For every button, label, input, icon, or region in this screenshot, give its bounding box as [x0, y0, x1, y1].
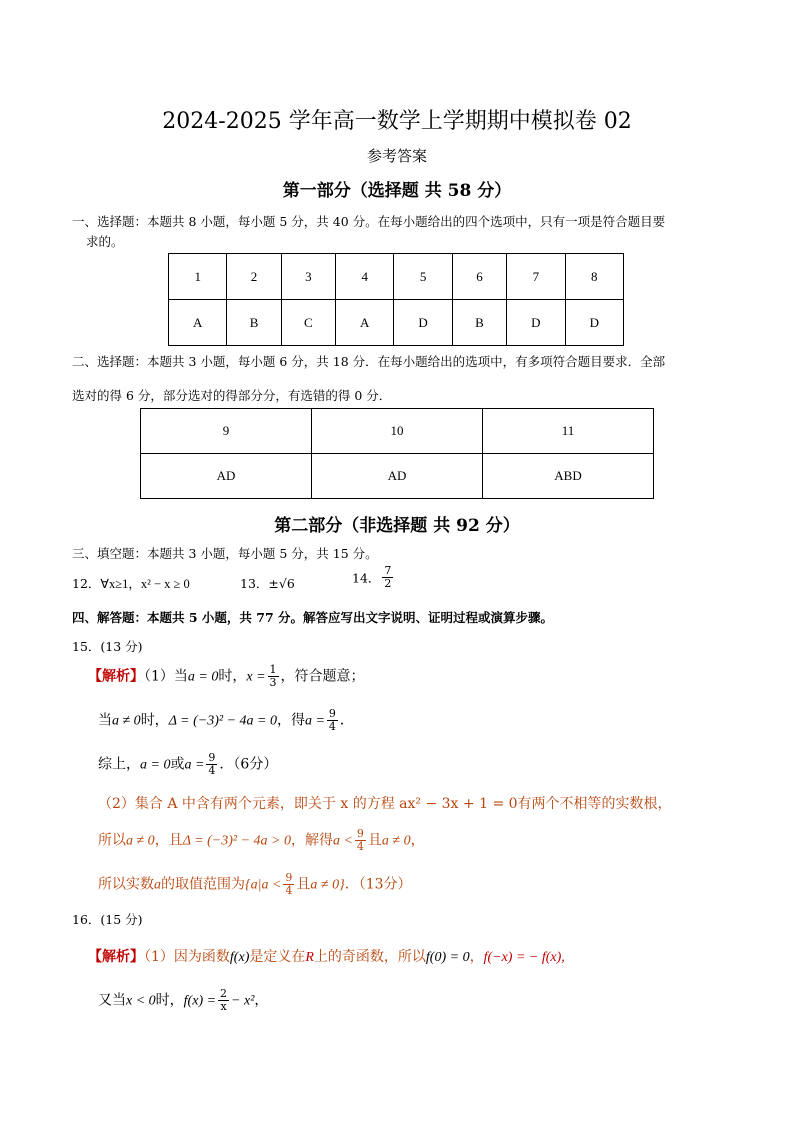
text: 是定义在 [249, 949, 306, 965]
question-number: 13． [240, 576, 269, 591]
fraction [206, 752, 217, 777]
math: {a|a < [245, 877, 282, 893]
table-cell: 9 [141, 409, 312, 454]
denominator: x [220, 1000, 227, 1013]
math: f(−x) = − f(x), [483, 950, 565, 965]
math: a = [304, 713, 325, 729]
table-cell: D [394, 300, 452, 346]
table-cell: C [281, 300, 335, 346]
table-cell: 7 [507, 254, 565, 300]
table-cell: 6 [452, 254, 506, 300]
text: 时， [140, 712, 169, 729]
q15-line-1 [88, 664, 365, 689]
part2-heading: 第二部分（非选择题 共 92 分） [274, 516, 520, 536]
denominator: 4 [356, 840, 364, 853]
math: x = [246, 669, 266, 685]
table-cell: A [336, 300, 394, 346]
math: a ≠ 0} [310, 877, 345, 893]
table-row [141, 409, 654, 454]
answer-text: ±√6 [268, 576, 295, 591]
q16-header: 16．(15 分) [72, 912, 143, 927]
math: a = [184, 757, 205, 773]
numerator: 9 [208, 751, 216, 764]
math: R [305, 950, 314, 965]
answer-12 [72, 574, 190, 592]
table-cell: 1 [169, 254, 227, 300]
table-cell: AD [312, 454, 483, 499]
q16-line-1 [88, 946, 565, 966]
numerator: 1 [269, 663, 277, 676]
text: ，符合题意； [280, 668, 365, 685]
q15-line-6 [98, 872, 412, 897]
question-number: 14． [352, 570, 381, 586]
answer-table-2 [140, 408, 654, 499]
table-cell: A [169, 300, 227, 346]
table-row [169, 254, 624, 300]
math: Δ = (−3)² − 4a = 0 [168, 713, 277, 729]
fraction [327, 708, 338, 733]
math: a < [332, 833, 353, 849]
section1-intro: 一、选择题：本题共 8 小题，每小题 5 分，共 40 分。在每小题给出的四个选项中，只有一项是符合题目要 [72, 214, 666, 229]
table-row [141, 454, 654, 499]
text: ．（13分） [344, 876, 412, 893]
numerator: 9 [285, 871, 293, 884]
section2-intro-cont: 选对的得 6 分，部分选对的得部分分，有选错的得 0 分． [72, 388, 392, 403]
section1-intro-cont: 求的。 [86, 234, 124, 249]
section4-intro: 四、解答题：本题共 5 小题，共 77 分。解答应写出文字说明、证明过程或演算步骤。 [72, 610, 554, 625]
section2-intro: 二、选择题：本题共 3 小题，每小题 6 分，共 18 分．在每小题给出的选项中，有多项符合题目要求．全部 [72, 354, 666, 369]
denominator: 3 [269, 676, 277, 689]
table-cell: 3 [281, 254, 335, 300]
math: a [154, 877, 161, 893]
analysis-marker: 【解析】 [88, 949, 144, 965]
q15-line-4: （2）集合 A 中含有两个元素，即关于 x 的方程 ax² − 3x + 1 = 0有两个不相等的实数根， [98, 796, 672, 812]
math: x < 0 [126, 993, 156, 1009]
table-cell: D [565, 300, 623, 346]
math: a = 0 [140, 757, 171, 773]
text: 当 [98, 712, 112, 729]
page-subtitle: 参考答案 [366, 147, 427, 165]
math: a ≠ 0 [126, 833, 155, 849]
text: 时， [218, 668, 247, 685]
math: Δ = (−3)² − 4a > 0 [182, 833, 291, 849]
answer-text: ∀x≥1，x² − x ≥ 0 [100, 577, 190, 591]
numerator: 9 [356, 827, 364, 840]
answer-table-1 [168, 253, 624, 346]
text: ， [254, 992, 269, 1009]
table-cell: ABD [483, 454, 654, 499]
table-cell: B [227, 300, 281, 346]
table-cell: B [452, 300, 506, 346]
math: f(0) = 0 [425, 950, 470, 965]
text: （1）当 [144, 668, 188, 685]
fraction [268, 664, 279, 689]
numerator: 7 [384, 564, 392, 577]
text: ， [410, 832, 425, 849]
text: 的取值范围为 [161, 876, 245, 893]
q15-line-3 [98, 752, 277, 777]
page-title: 2024-2025 学年高一数学上学期期中模拟卷 02 [162, 109, 632, 134]
fraction [218, 988, 229, 1013]
math: f(x) [229, 950, 250, 965]
text: 综上， [98, 756, 140, 773]
text: ，解得 [290, 832, 333, 849]
denominator: 4 [208, 764, 216, 777]
text: 且 [367, 832, 382, 849]
analysis-marker: 【解析】 [88, 668, 144, 685]
denominator: 4 [285, 884, 293, 897]
answer-fraction [382, 565, 393, 590]
q15-line-2 [98, 708, 354, 733]
math: f(x) = [183, 993, 217, 1009]
math: a ≠ 0 [381, 833, 411, 849]
text: 所以 [98, 832, 126, 849]
answer-13 [240, 574, 295, 592]
fraction [355, 828, 366, 853]
text: （1）因为函数 [144, 949, 230, 965]
math: − x² [231, 993, 255, 1009]
table-row [169, 300, 624, 346]
table-cell: D [507, 300, 565, 346]
text: 所以实数 [98, 876, 154, 893]
q15-header: 15．(13 分) [72, 639, 143, 654]
table-cell: 11 [483, 409, 654, 454]
table-cell: 5 [394, 254, 452, 300]
numerator: 9 [328, 707, 336, 720]
section3-intro: 三、填空题：本题共 3 小题，每小题 5 分，共 15 分。 [72, 546, 378, 561]
text: ． [339, 712, 354, 729]
table-cell: 8 [565, 254, 623, 300]
text: 且 [296, 876, 311, 893]
text: ．（6分） [219, 756, 278, 773]
text: ， [469, 949, 484, 965]
denominator: 2 [384, 577, 392, 590]
table-cell: 2 [227, 254, 281, 300]
part1-heading: 第一部分（选择题 共 58 分） [282, 181, 512, 201]
text: 时， [155, 992, 184, 1009]
question-number: 12． [72, 576, 101, 591]
table-cell: 10 [312, 409, 483, 454]
math: a ≠ 0 [112, 713, 141, 729]
answer-14 [352, 565, 395, 590]
q15-line-5 [98, 828, 425, 853]
text: ，且 [154, 832, 183, 849]
table-cell: 4 [336, 254, 394, 300]
q16-line-2 [98, 988, 268, 1013]
table-cell: AD [141, 454, 312, 499]
text: 上的奇函数，所以 [313, 949, 426, 965]
denominator: 4 [328, 720, 336, 733]
math: a = 0 [187, 669, 219, 685]
text: 又当 [98, 992, 126, 1009]
text: ，得 [276, 712, 305, 729]
text: 或 [170, 756, 185, 773]
numerator: 2 [220, 987, 228, 1000]
fraction [283, 872, 294, 897]
